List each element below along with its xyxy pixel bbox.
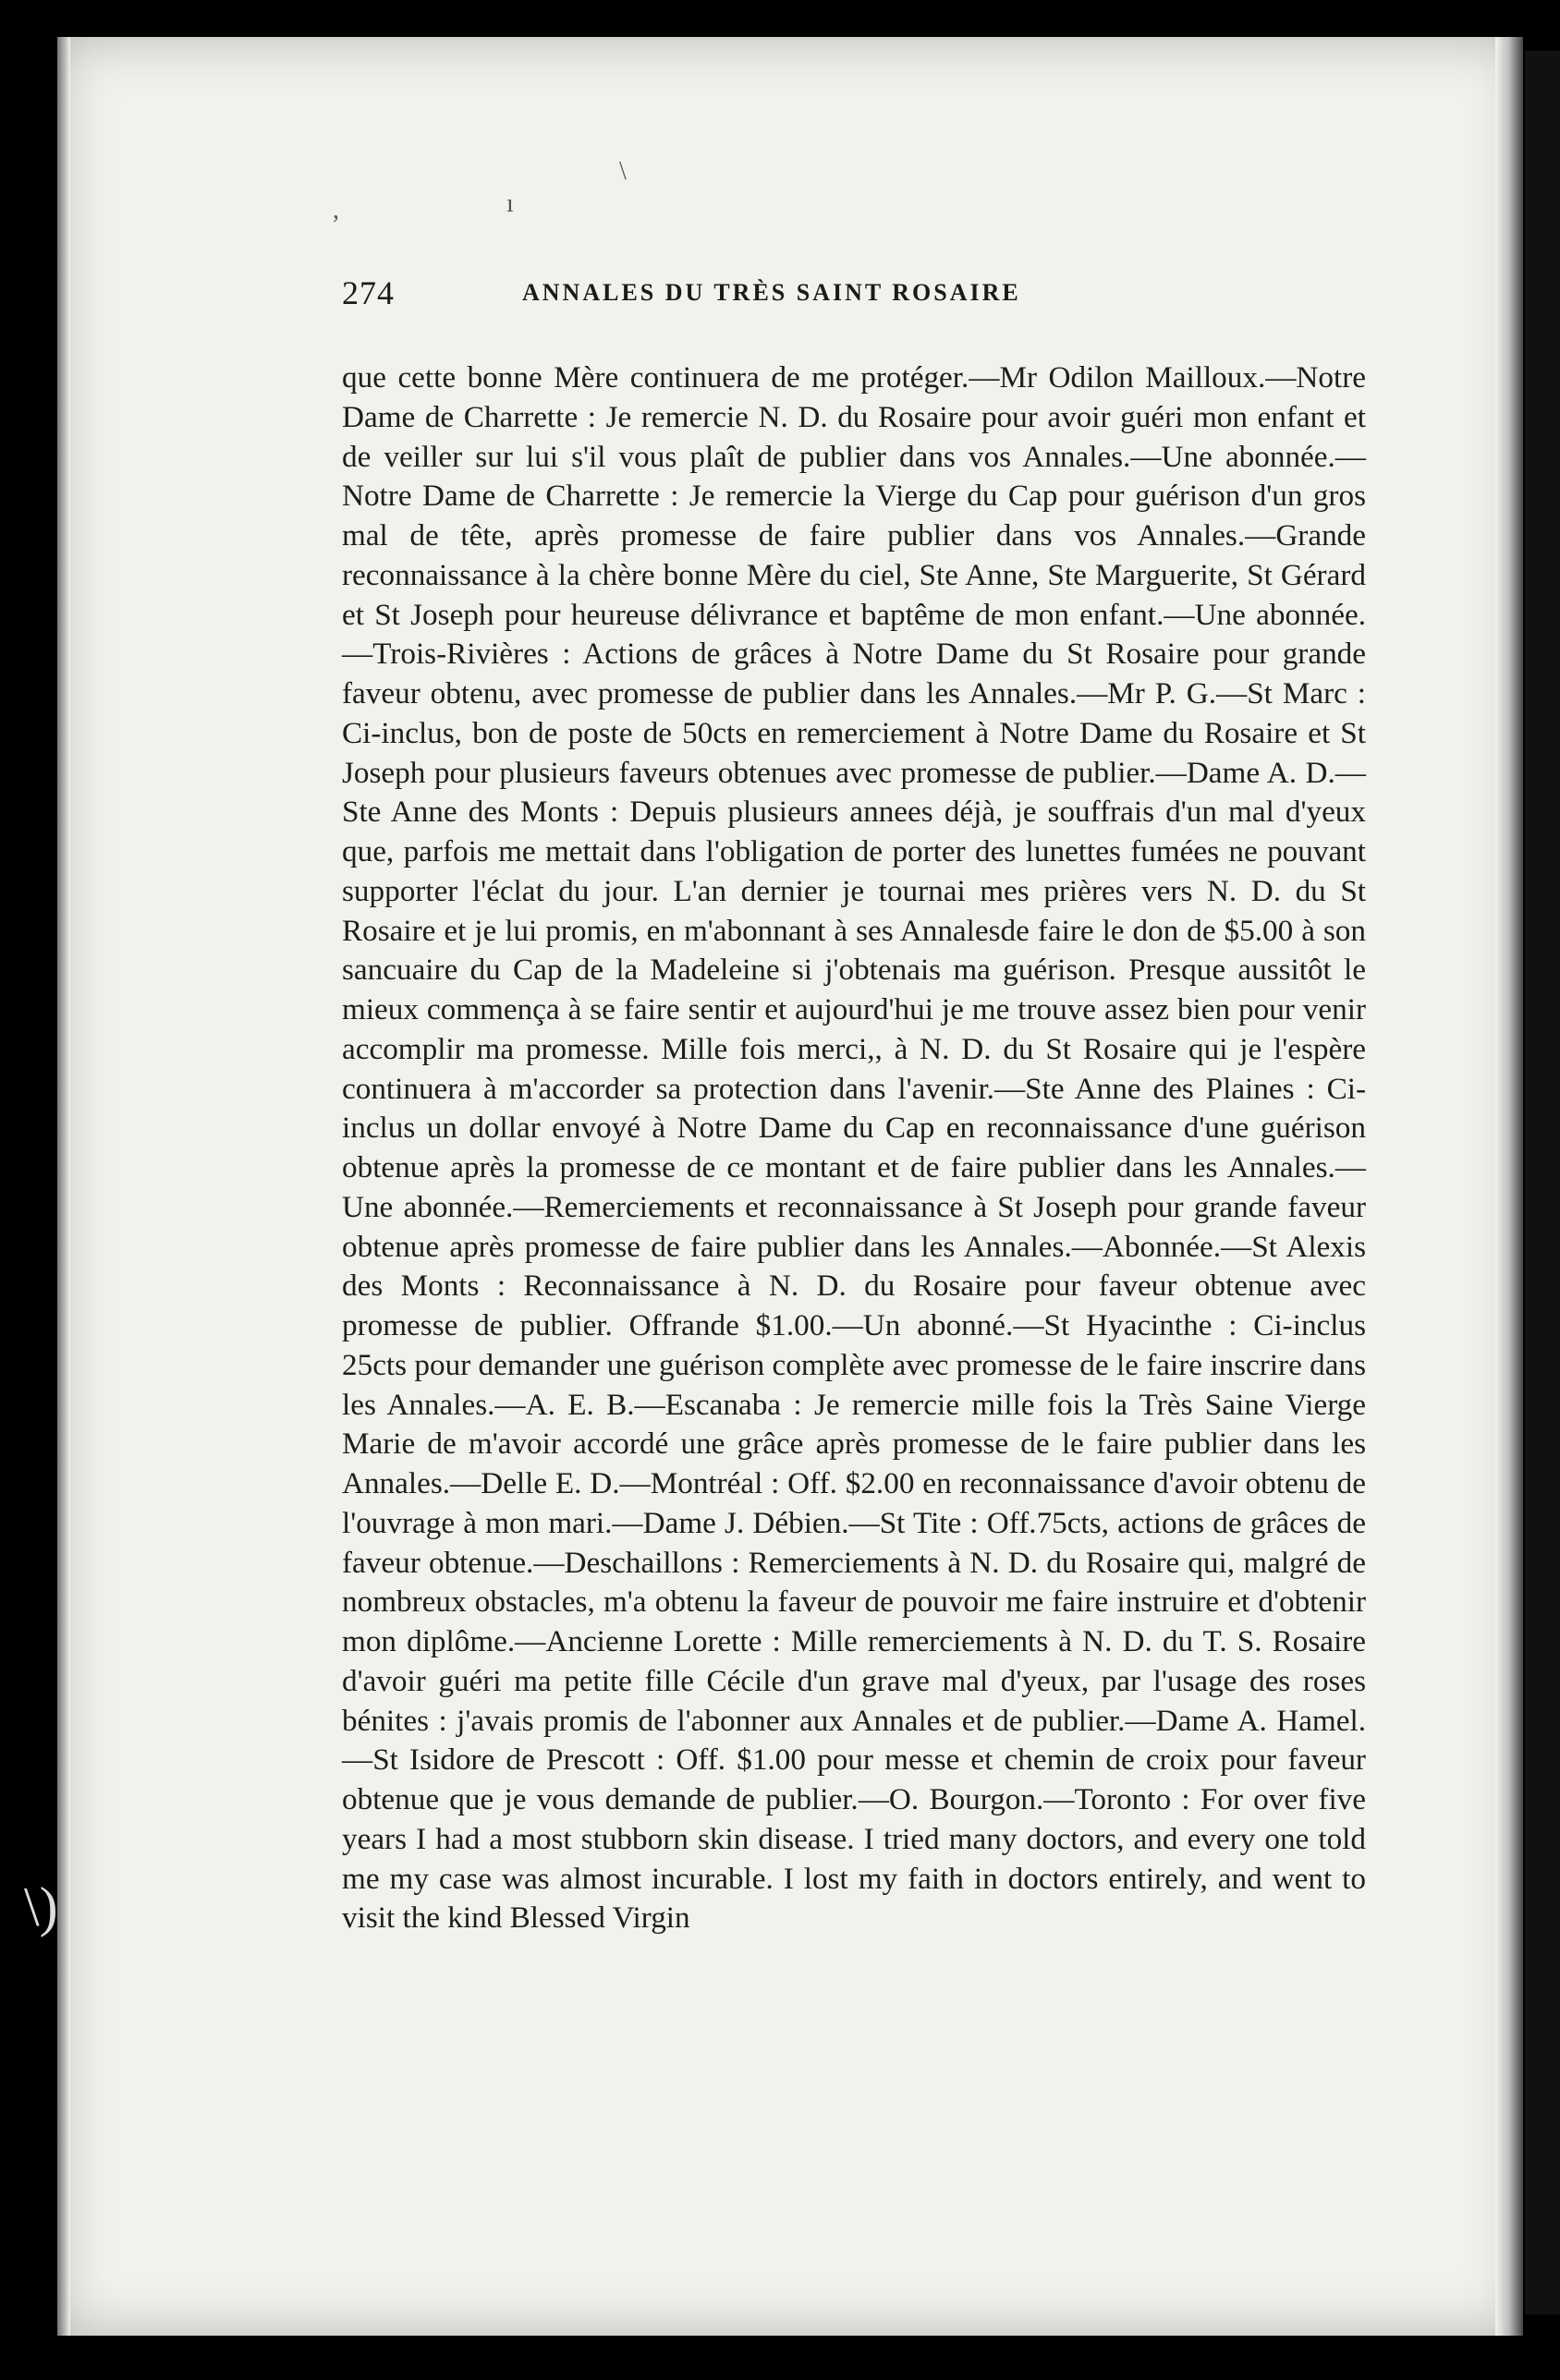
film-edge-mark: \) [24,1876,58,1937]
page-heading: ANNALES DU TRÈS SAINT ROSAIRE [522,279,1021,306]
page-binding-shadow [57,37,70,2336]
adjacent-page-edge [1525,51,1560,2314]
body-paragraph: que cette bonne Mère continuera de me protéger.—Mr Odilon Mailloux.—Notre Dame de Charrette : Je remercie N. D. du Rosaire pour avoir guéri mon enfant et de veiller sur lui s'il vous plaît de publier dans vos Annales.—Une abonnée.—Notre Dame de Charrette : Je remercie la Vierge du Cap pour guérison d'un gros mal de tête, après promesse de faire publier dans vos Annales.—Grande reconnaissance à la chère bonne Mère du ciel, Ste Anne, Ste Marguerite, St Gérard et St Joseph pour heureuse délivrance et baptême de mon enfant.—Une abonnée.—Trois-Rivières : Actions de grâces à Notre Dame du St Rosaire pour grande faveur obtenu, avec promesse de publier dans les Annales.—Mr P. G.—St Marc : Ci-inclus, bon de poste de 50cts en remerciement à Notre Dame du Rosaire et St Joseph pour plusieurs faveurs obtenues avec promesse de publier.—Dame A. D.—Ste Anne des Monts : Depuis plusieurs annees déjà, je souffrais d'un mal d'yeux que, parfois me mettait dans l'obligation de porter des lunettes fumées ne pouvant supporter l'éclat du jour. L'an dernier je tournai mes prières vers N. D. du St Rosaire et je lui promis, en m'abonnant à ses Annalesde faire le don de $5.00 à son sancuaire du Cap de la Madeleine si j'obtenais ma guérison. Presque aussitôt le mieux commença à se faire sentir et aujourd'hui je me trouve assez bien pour venir accomplir ma promesse. Mille fois merci,, à N. D. du St Rosaire qui je l'espère continuera à m'accorder sa protection dans l'avenir.—Ste Anne des Plaines : Ci-inclus un dollar envoyé à Notre Dame du Cap en reconnaissance d'une guérison obtenue après la promesse de ce montant et de faire publier dans les Annales.—Une abonnée.—Remerciements et reconnaissance à St Joseph pour grande faveur obtenue après promesse de faire publier dans les Annales.—Abonnée.—St Alexis des Monts : Reconnaissance à N. D. du Rosaire pour faveur obtenue avec promesse de publier. Offrande $1.00.—Un abonné.—St Hyacinthe : Ci-inclus 25cts pour demander une guérison complète avec promesse de le faire inscrire dans les Annales.—A. E. B.—Escanaba : Je remercie mille fois la Très Saine Vierge Marie de m'avoir accordé une grâce après promesse de le faire publier dans les Annales.—Delle E. D.—Montréal : Off. $2.00 en reconnaissance d'avoir obtenu de l'ouvrage à mon mari.—Dame J. Débien.—St Tite : Off.75cts, actions de grâces de faveur obtenue.—Deschaillons : Remerciements à N. D. du Rosaire qui, malgré de nombreux obstacles, m'a obtenu la faveur de pouvoir me faire instruire et d'obtenir mon diplôme.—Ancienne Lorette : Mille remerciements à N. D. du T. S. Rosaire d'avoir guéri ma petite fille Cécile d'un grave mal d'yeux, par l'usage des roses bénites : j'avais promis de l'abonner aux Annales et de publier.—Dame A. Hamel.—St Isidore de Prescott : Off. $1.00 pour messe et chemin de croix pour faveur obtenue que je vous demande de publier.—O. Bourgon.—Toronto : For over five years I had a most stubborn skin disease. I tried many doctors, and every one told me my case was almost incurable. I lost my faith in doctors entirely, and went to visit the kind Blessed Virgin [342,360,1366,1936]
margin-speck: \ [619,157,627,186]
margin-speck: ı [506,189,514,218]
page-number: 274 [342,274,395,311]
margin-speck: , [333,196,339,225]
running-head [342,273,1155,320]
page-edge-shadow [1495,37,1523,2336]
